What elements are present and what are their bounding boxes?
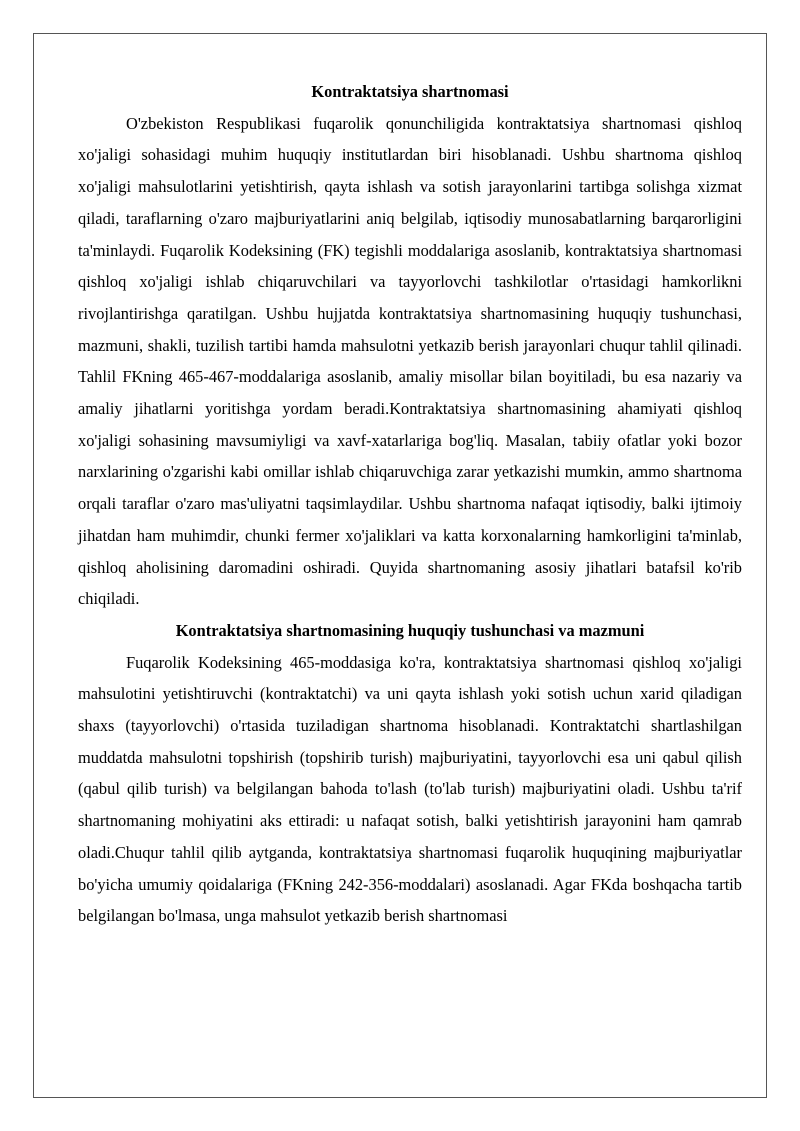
document-body [78, 76, 742, 932]
section-heading: Kontraktatsiya shartnomasining huquqiy tushunchasi va mazmuni [175, 620, 645, 640]
document-title: Kontraktatsiya shartnomasi [311, 82, 509, 101]
intro-paragraph: O'zbekiston Respublikasi fuqarolik qonunchiligida kontraktatsiya shartnomasi qishloq xo'jaligi sohasidagi muhim huquqiy institutlardan biri hisoblanadi. Ushbu shartnoma qishloq xo'jaligi mahsulotlarini yetishtirish, qayta ishlash va sotish jarayonlarini tartibga solishga xizmat qiladi, taraflarning o'zaro majburiyatlarini aniq belgilab, iqtisodiy munosabatlarning barqarorligini ta'minlaydi. Fuqarolik Kodeksining (FK) tegishli moddalariga asoslanib, kontraktatsiya shartnomasi qishloq xo'jaligi ishlab chiqaruvchilari va tayyorlovchi tashkilotlar o'rtasidagi hamkorlikni rivojlantirishga qaratilgan. Ushbu hujjatda kontraktatsiya shartnomasining huquqiy tushunchasi, mazmuni, shakli, tuzilish tartibi hamda mahsulotni yetkazib berish jarayonlari chuqur tahlil qilinadi. Tahlil FKning 465-467-moddalariga asoslanib, amaliy misollar bilan boyitiladi, bu esa nazariy va amaliy jihatlarni yoritishga yordam beradi.Kontraktatsiya shartnomasining ahamiyati qishloq xo'jaligi sohasining mavsumiyligi va xavf-xatarlariga bog'liq. Masalan, tabiiy ofatlar yoki bozor narxlarining o'zgarishi kabi omillar ishlab chiqaruvchiga zarar yetkazishi mumkin, ammo shartnoma orqali taraflar o'zaro mas'uliyatni taqsimlaydilar. Ushbu shartnoma nafaqat iqtisodiy, balki ijtimoiy jihatdan ham muhimdir, chunki fermer xo'jaliklari va katta korxonalarning hamkorligini ta'minlab, qishloq aholisining daromadini oshiradi. Quyida shartnomaning asosiy jihatlari batafsil ko'rib chiqiladi. [78, 113, 742, 609]
section-paragraph: Fuqarolik Kodeksining 465-moddasiga ko'ra, kontraktatsiya shartnomasi qishloq xo'jaligi mahsulotini yetishtiruvchi (kontraktatchi) va uni qayta ishlash yoki sotish uchun xarid qiladigan shaxs (tayyorlovchi) o'rtasida tuziladigan shartnoma hisoblanadi. Kontraktatchi shartlashilgan muddatda mahsulotni topshirish (topshirib turish) majburiyatini, tayyorlovchi esa uni qabul qilish (qabul qilib turish) va belgilangan bahoda to'lash (to'lab turish) majburiyatini oladi. Ushbu ta'rif shartnomaning mohiyatini aks ettiradi: u nafaqat sotish, balki yetishtirish jarayonini ham qamrab oladi.Chuqur tahlil qilib aytganda, kontraktatsiya shartnomasi fuqarolik huquqining majburiyatlar bo'yicha umumiy qoidalariga (FKning 242-356-moddalari) asoslanadi. Agar FKda boshqacha tartib belgilangan bo'lmasa, unga mahsulot yetkazib berish shartnomasi [78, 652, 742, 926]
